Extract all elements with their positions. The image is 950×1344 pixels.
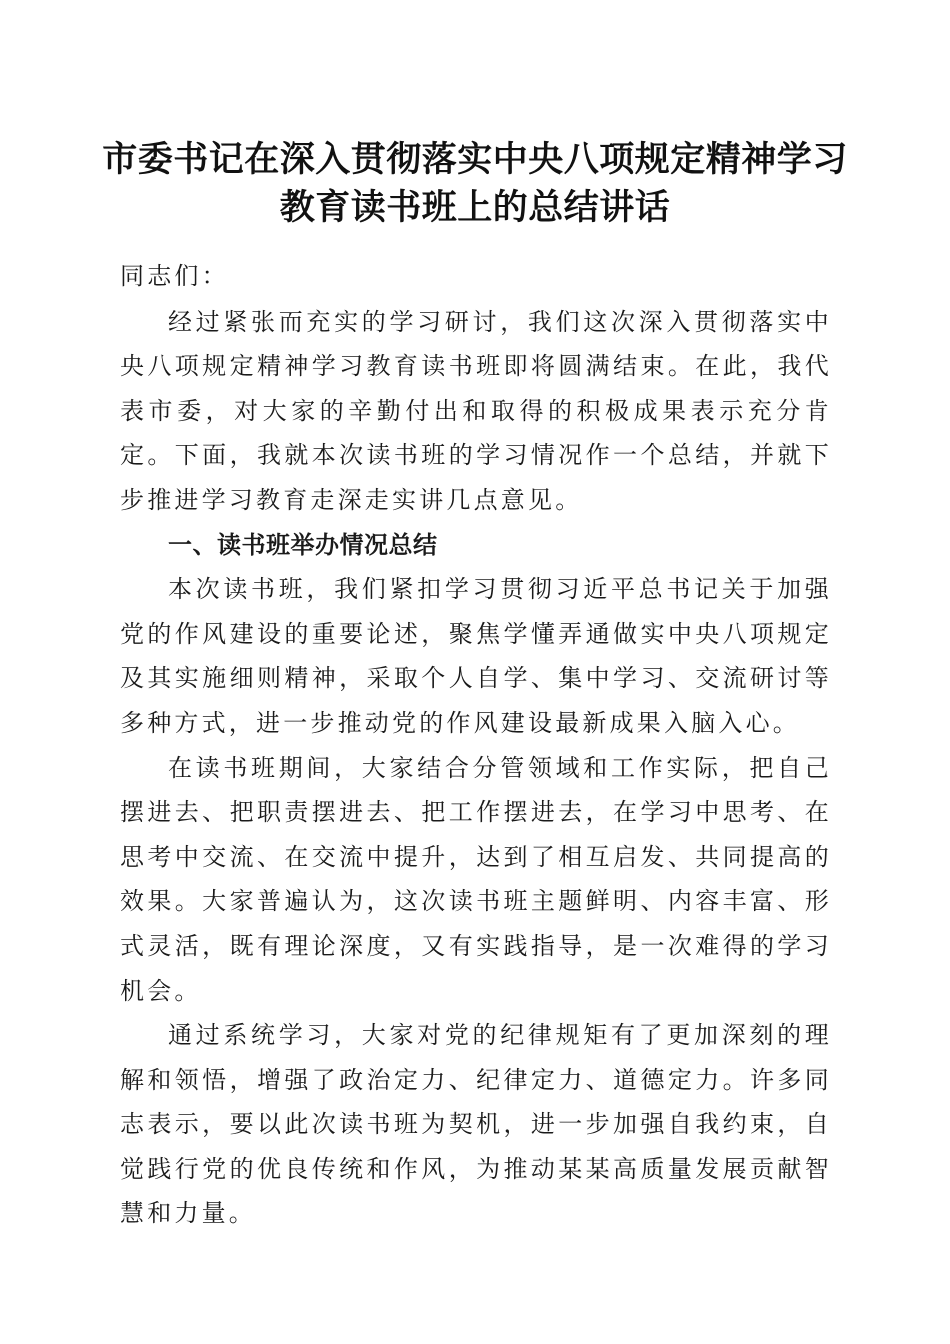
paragraph-during-class: 在读书班期间，大家结合分管领域和工作实际，把自己摆进去、把职责摆进去、把工作摆进去，在学习中思考、在思考中交流、在交流中提升，达到了相互启发、共同提高的效果。大家普遍认为，这次读书班主题鲜明、内容丰富、形式灵活，既有理论深度，又有实践指导，是一次难得的学习机会。 [120, 753, 832, 1005]
paragraph-opening: 经过紧张而充实的学习研讨，我们这次深入贯彻落实中央八项规定精神学习教育读书班即将圆满结束。在此，我代表市委，对大家的辛勤付出和取得的积极成果表示充分肯定。下面，我就本次读书班的学习情况作一个总结，并就下步推进学习教育走深走实讲几点意见。 [120, 307, 832, 514]
salutation: 同志们： [120, 262, 229, 290]
paragraph-outcome: 通过系统学习，大家对党的纪律规矩有了更加深刻的理解和领悟，增强了政治定力、纪律定力、道德定力。许多同志表示，要以此次读书班为契机，进一步加强自我约束，自觉践行党的优良传统和作风，为推动某某高质量发展贡献智慧和力量。 [120, 1021, 832, 1228]
section-heading-1: 一、读书班举办情况总结 [168, 530, 438, 559]
document-body [120, 254, 832, 1236]
paragraph-overview: 本次读书班，我们紧扣学习贯彻习近平总书记关于加强党的作风建设的重要论述，聚焦学懂弄通做实中央八项规定及其实施细则精神，采取个人自学、集中学习、交流研讨等多种方式，进一步推动党的作风建设最新成果入脑入心。 [120, 575, 832, 737]
document-title: 市委书记在深入贯彻落实中央八项规定精神学习教育读书班上的总结讲话 [102, 139, 848, 228]
